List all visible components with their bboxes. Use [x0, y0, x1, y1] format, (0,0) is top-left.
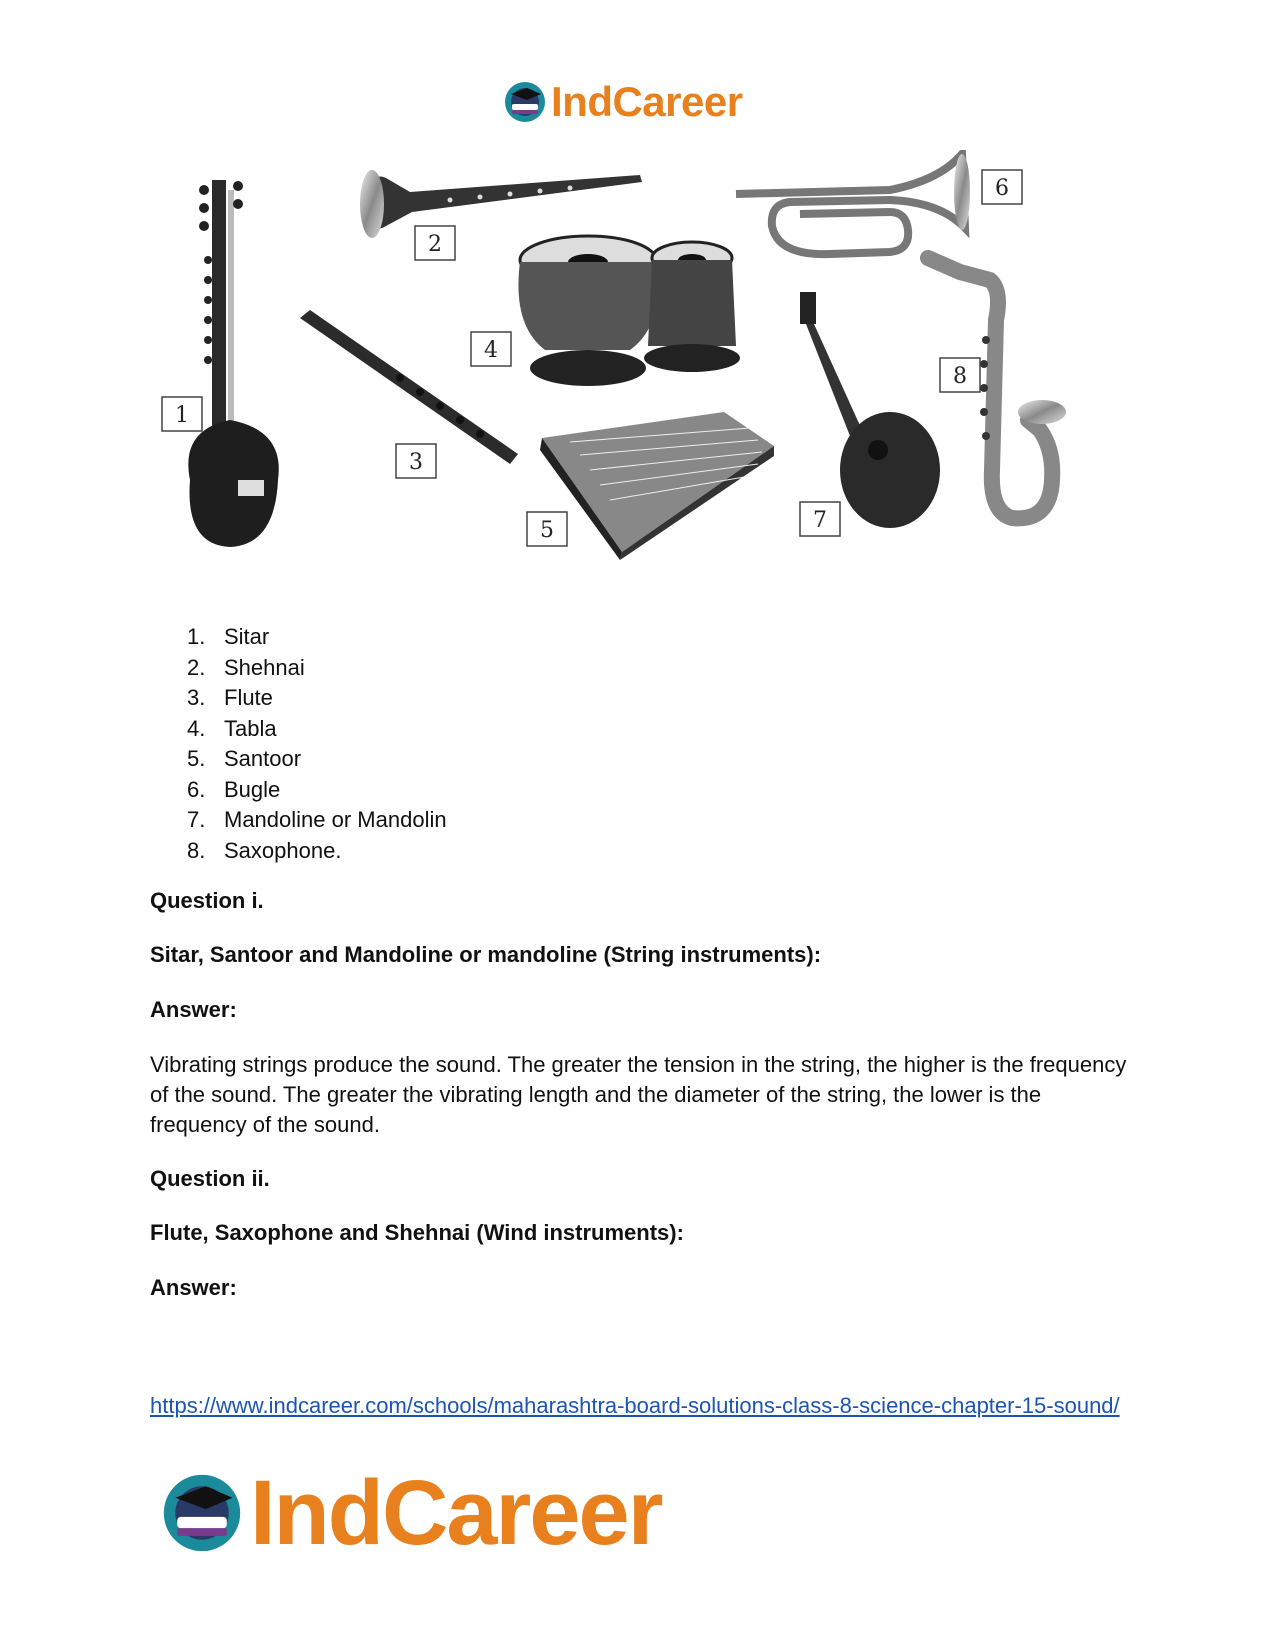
label-7: 7	[813, 508, 827, 533]
source-link[interactable]: https://www.indcareer.com/schools/maharashtra-board-solutions-class-8-science-chapter-15-sound/	[150, 1393, 1120, 1418]
label-2: 2	[428, 232, 442, 257]
label-4: 4	[484, 338, 498, 363]
bugle-image	[736, 154, 1022, 254]
list-item: 8. Saxophone.	[187, 837, 342, 863]
header-logo	[503, 78, 743, 126]
label-1: 1	[175, 403, 189, 428]
label-8: 8	[953, 364, 967, 389]
mandolin-image	[800, 292, 940, 536]
list-item: 5. Santoor	[187, 746, 302, 771]
list-item: 4. Tabla	[187, 715, 277, 741]
instrument-list	[187, 622, 447, 866]
footer-logo	[160, 1462, 662, 1564]
instruments-illustration	[150, 150, 1130, 590]
instruments-figure	[150, 150, 1130, 590]
label-3: 3	[409, 450, 423, 475]
question-2-title: Question ii.	[150, 1166, 270, 1191]
santoor-image	[527, 412, 774, 560]
list-item: 2. Shehnai	[187, 654, 305, 680]
sitar-image	[162, 180, 279, 547]
list-item: 3. Flute	[187, 685, 273, 710]
list-item: 1. Sitar	[187, 624, 270, 649]
graduation-cap-book-icon	[160, 1471, 244, 1555]
graduation-cap-book-icon	[503, 80, 547, 124]
question-1-prompt: Sitar, Santoor and Mandoline or mandoline (String instruments):	[150, 942, 822, 967]
question-2-answer-label: Answer:	[150, 1275, 237, 1300]
question-1-title: Question i.	[150, 888, 264, 913]
label-5: 5	[540, 518, 554, 543]
label-6: 6	[995, 176, 1009, 201]
brand-name: IndCareer	[250, 1462, 662, 1564]
list-item: 7. Mandoline or Mandolin	[187, 807, 447, 832]
question-2-prompt: Flute, Saxophone and Shehnai (Wind instruments):	[150, 1220, 684, 1245]
brand-name: IndCareer	[551, 78, 743, 125]
question-1-answer-text: Vibrating strings produce the sound. The greater the tension in the string, the higher is the frequency of the sound. The greater the vibrating length and the diameter of the string, the lower is the frequency of the sound.	[150, 1052, 1127, 1137]
saxophone-image	[928, 258, 1066, 518]
tabla-image	[471, 236, 740, 386]
list-item: 6. Bugle	[187, 776, 281, 802]
question-1-answer-label: Answer:	[150, 997, 237, 1022]
